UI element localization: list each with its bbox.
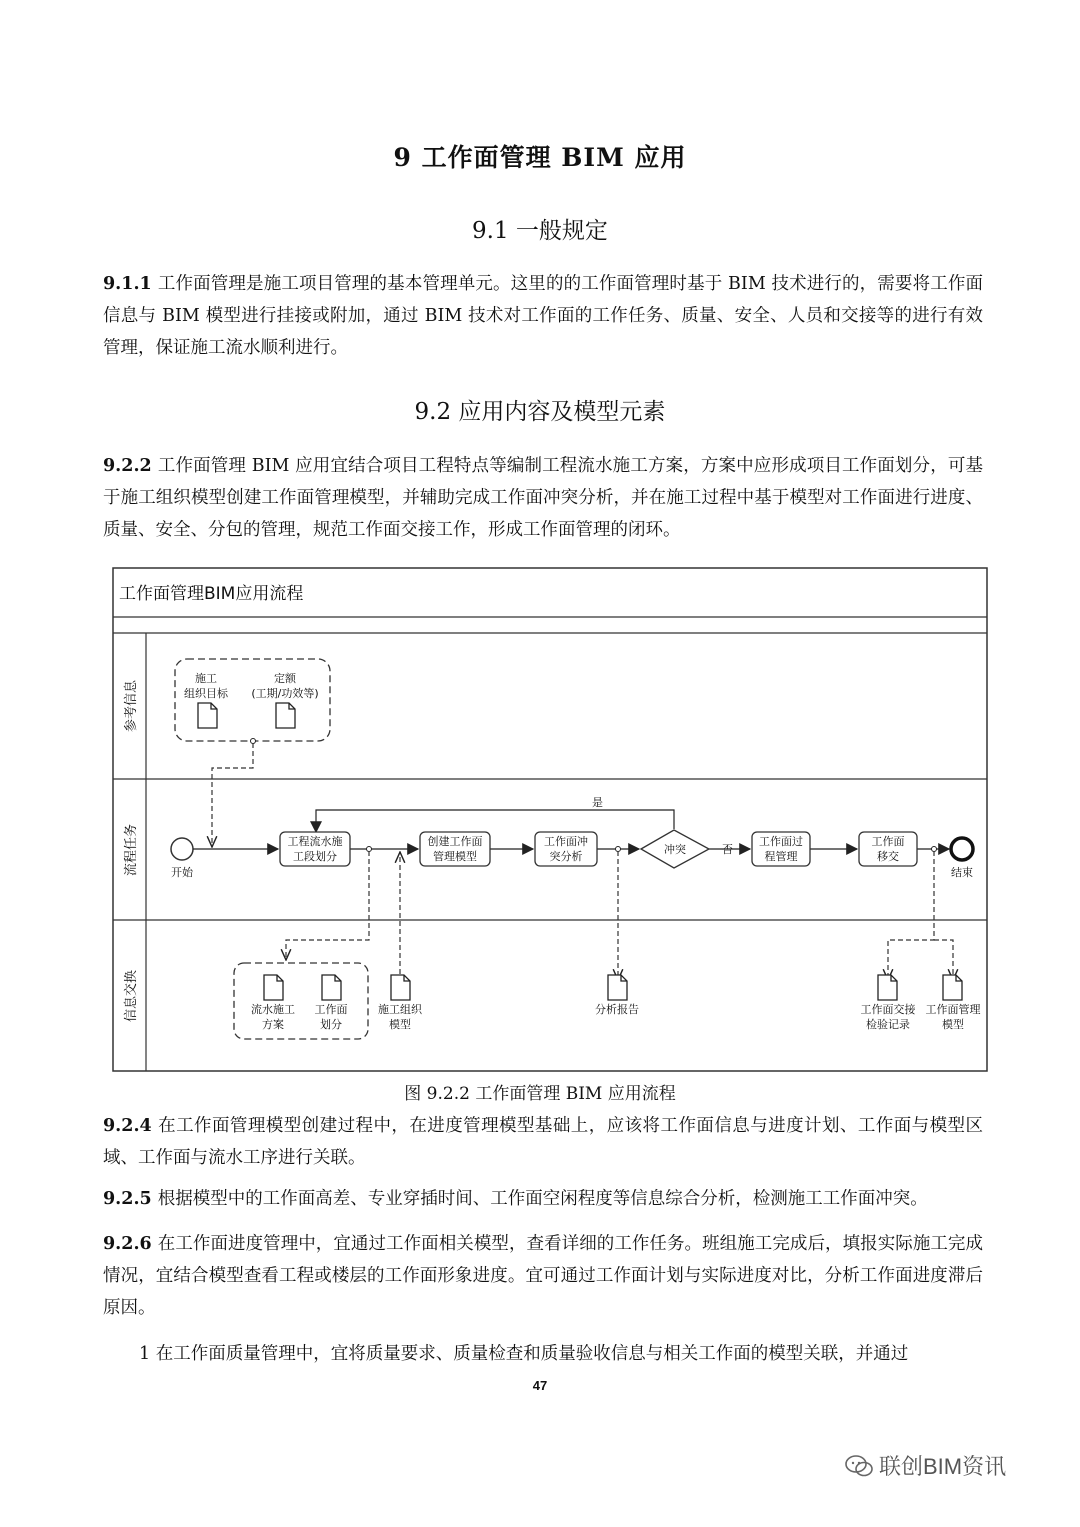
wechat-icon <box>845 1455 873 1477</box>
diagram-title: 工作面管理BIM应用流程 <box>119 584 304 604</box>
lane-label-process: 流程任务 <box>124 823 139 877</box>
clause-number: 9.2.5 <box>103 1189 152 1209</box>
clause-text: 在工作面管理模型创建过程中，在进度管理模型基础上，应该将工作面信息与进度计划、工作面与模型区域、工作面与流水工序进行关联。 <box>103 1116 983 1168</box>
task-label: 程管理 <box>764 850 798 863</box>
exchange-doc-label: 模型 <box>942 1018 964 1031</box>
exchange-doc-label: 划分 <box>320 1018 342 1031</box>
paragraph-item-1: 1 在工作面质量管理中，宜将质量要求、质量检查和质量验收信息与相关工作面的模型关联，并通过 <box>139 1344 909 1364</box>
section-heading-9-1: 9.1 一般规定 <box>472 218 608 244</box>
ref-doc-label: (工期/功效等) <box>251 687 319 700</box>
task-label: 突分析 <box>549 850 583 863</box>
watermark <box>845 1450 1006 1481</box>
document-icon <box>276 703 295 728</box>
task-label: 工作面过 <box>759 835 803 848</box>
clause-number: 9.1.1 <box>103 274 152 294</box>
paragraph-9-2-4 <box>103 1110 983 1174</box>
document-icon <box>608 975 627 1000</box>
exchange-doc-label: 流水施工 <box>251 1003 295 1016</box>
document-icon <box>322 975 341 1000</box>
document-icon <box>264 975 283 1000</box>
paragraph-9-2-5 <box>103 1183 983 1215</box>
clause-text: 工作面管理是施工项目管理的基本管理单元。这里的的工作面管理时基于 BIM 技术进行的，需要将工作面信息与 BIM 模型进行挂接或附加，通过 BIM 技术对工作面的工作任务、质量、安全、人员和交接等的进行有效管理，保证施工流水顺利进行。 <box>103 274 983 358</box>
task-label: 移交 <box>877 850 899 863</box>
start-event <box>171 838 193 860</box>
clause-text: 根据模型中的工作面高差、专业穿插时间、工作面空闲程度等信息综合分析，检测施工工作面冲突。 <box>157 1189 928 1209</box>
task-label: 工作面 <box>871 835 905 848</box>
document-icon <box>878 975 897 1000</box>
document-icon <box>198 703 217 728</box>
exchange-doc-label: 施工组织 <box>378 1003 422 1016</box>
ref-doc-label: 施工 <box>195 672 217 685</box>
chapter-heading: 9 工作面管理 BIM 应用 <box>393 143 687 172</box>
clause-number: 9.2.4 <box>103 1116 152 1136</box>
exchange-doc-label: 工作面 <box>314 1003 348 1016</box>
exchange-doc-label: 模型 <box>389 1018 411 1031</box>
task-label: 创建工作面 <box>427 835 483 848</box>
clause-text: 在工作面进度管理中，宜通过工作面相关模型，查看详细的工作任务。班组施工完成后，填报实际施工完成情况，宜结合模型查看工程或楼层的工作面形象进度。宜可通过工作面计划与实际进度对比，分析工作面进度滞后原因。 <box>103 1234 983 1318</box>
lane-label-exchange: 信息交换 <box>124 969 139 1023</box>
clause-number: 9.2.2 <box>103 456 152 476</box>
document-icon <box>943 975 962 1000</box>
exchange-doc-label: 分析报告 <box>595 1003 639 1016</box>
clause-number: 9.2.6 <box>103 1234 152 1254</box>
page-number: 47 <box>532 1378 548 1393</box>
end-label: 结束 <box>951 866 973 879</box>
exchange-doc-label: 工作面管理 <box>925 1003 981 1016</box>
document-icon <box>391 975 410 1000</box>
watermark-text: 联创BIM资讯 <box>879 1454 1007 1479</box>
exchange-doc-label: 检验记录 <box>866 1018 910 1031</box>
task-label: 工作面冲 <box>544 835 588 848</box>
task-label: 工段划分 <box>293 850 337 863</box>
lane-label-reference: 参考信息 <box>124 679 139 733</box>
figure-caption: 图 9.2.2 工作面管理 BIM 应用流程 <box>404 1084 676 1104</box>
clause-text: 工作面管理 BIM 应用宜结合项目工程特点等编制工程流水施工方案，方案中应形成项目工作面划分，可基于施工组织模型创建工作面管理模型，并辅助完成工作面冲突分析，并在施工过程中基于模型对工作面进行进度、质量、安全、分包的管理，规范工作面交接工作，形成工作面管理的闭环。 <box>103 456 983 540</box>
no-label: 否 <box>722 843 733 856</box>
section-heading-9-2: 9.2 应用内容及模型元素 <box>414 399 666 425</box>
exchange-doc-label: 工作面交接 <box>860 1003 916 1016</box>
ref-doc-label: 定额 <box>274 672 296 685</box>
exchange-doc-label: 方案 <box>262 1018 284 1031</box>
end-event <box>951 838 973 860</box>
paragraph-9-2-6 <box>103 1228 983 1324</box>
yes-label: 是 <box>592 796 603 809</box>
gateway-label: 冲突 <box>664 843 686 856</box>
start-label: 开始 <box>171 866 193 879</box>
task-label: 管理模型 <box>433 850 477 863</box>
ref-doc-label: 组织目标 <box>184 687 228 700</box>
exchange-group <box>234 963 368 1039</box>
task-label: 工程流水施 <box>287 835 343 848</box>
